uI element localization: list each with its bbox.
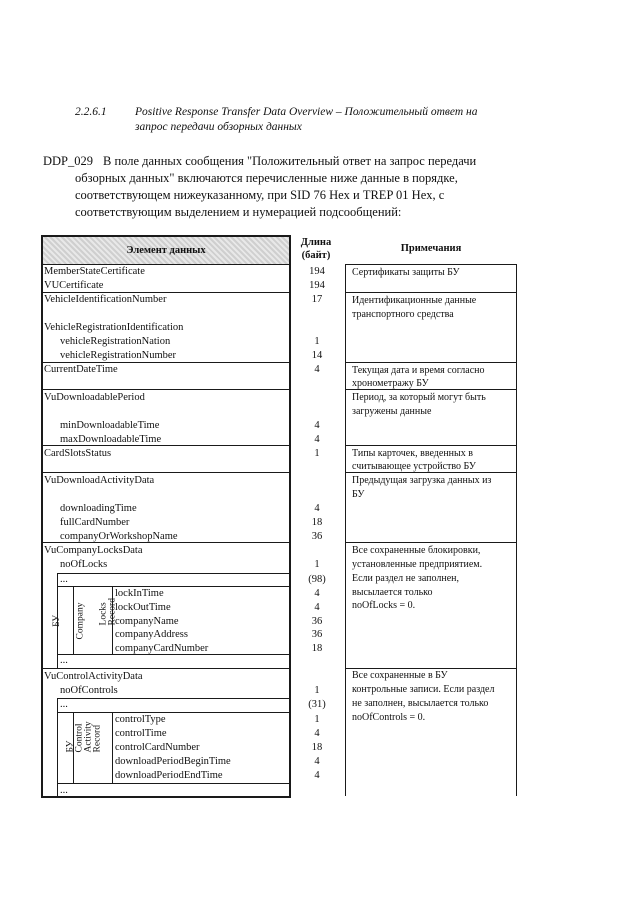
note-text: noOfLocks = 0. xyxy=(352,600,416,611)
row-label: downloadPeriodEndTime xyxy=(115,770,223,781)
note-text: транспортного средства xyxy=(352,309,454,320)
row-label: companyOrWorkshopName xyxy=(60,531,178,542)
row-label: VuDownloadablePeriod xyxy=(44,392,145,403)
row-length: 1 xyxy=(314,336,320,347)
note-text: хронометражу БУ xyxy=(352,378,429,389)
row-length: 1 xyxy=(314,448,320,459)
row-length: 4 xyxy=(314,602,320,613)
row-label: controlType xyxy=(115,714,166,725)
table-right-border xyxy=(289,235,291,798)
note-text: Сертификаты защиты БУ xyxy=(352,267,460,278)
row-label: lockInTime xyxy=(115,588,164,599)
note-text: Все сохраненные в БУ xyxy=(352,670,448,681)
note-text: БУ xyxy=(352,489,365,500)
requirement-id: DDP_029 xyxy=(43,154,94,168)
row-length: (31) xyxy=(308,699,326,710)
controls-group-divider xyxy=(112,712,113,783)
row-label: downloadingTime xyxy=(60,503,137,514)
locks-group-label xyxy=(51,587,118,654)
row-label: CurrentDateTime xyxy=(44,364,118,375)
note-text: Если раздел не заполнен, xyxy=(352,573,460,584)
row-label: fullCardNumber xyxy=(60,517,130,528)
row-length: 17 xyxy=(311,294,323,305)
controls-inner-top xyxy=(57,698,291,699)
row-label: VuDownloadActivityData xyxy=(44,475,155,486)
table-bottom-border xyxy=(41,796,291,798)
section-title-line2: запрос передачи обзорных данных xyxy=(135,121,302,133)
row-label: noOfLocks xyxy=(60,559,108,570)
controls-group-line3: Activity xyxy=(83,721,94,753)
row-label: ... xyxy=(60,699,68,710)
row-label: VuControlActivityData xyxy=(44,671,143,682)
note-text: Идентификационные данные xyxy=(352,295,477,306)
requirement-line4: соответствующим выделением и нумерацией подсообщений: xyxy=(75,205,402,219)
row-length: 4 xyxy=(314,728,320,739)
notes-left-border xyxy=(345,264,346,796)
note-text: noOfControls = 0. xyxy=(352,712,426,723)
row-label: ... xyxy=(60,655,68,666)
row-label: vehicleRegistrationNumber xyxy=(60,350,177,361)
row-label: companyName xyxy=(115,616,179,627)
locks-group-line4: Record xyxy=(107,597,118,625)
row-label: controlCardNumber xyxy=(115,742,200,753)
row-length: 14 xyxy=(311,350,323,361)
row-label: downloadPeriodBeginTime xyxy=(115,756,231,767)
row-label: companyAddress xyxy=(115,629,188,640)
row-length: 4 xyxy=(314,364,320,375)
note-text: Все сохраненные блокировки, xyxy=(352,545,481,556)
row-length: 194 xyxy=(309,266,325,277)
header-length-line2: (байт) xyxy=(301,250,331,261)
row-length: 1 xyxy=(314,685,320,696)
row-length: (98) xyxy=(308,574,326,585)
locks-group-line1: БУ xyxy=(51,614,62,627)
notes-divider xyxy=(345,542,517,543)
row-length: 36 xyxy=(311,616,323,627)
note-text: установленные предприятием. xyxy=(352,559,483,570)
row-length: 4 xyxy=(314,420,320,431)
row-label: VuCompanyLocksData xyxy=(44,545,143,556)
row-length: 194 xyxy=(309,280,325,291)
notes-divider xyxy=(345,362,517,363)
row-divider xyxy=(41,389,291,390)
notes-divider xyxy=(345,389,517,390)
row-label: lockOutTime xyxy=(115,602,171,613)
row-length: 36 xyxy=(311,629,323,640)
note-text: Предыдущая загрузка данных из xyxy=(352,475,492,486)
locks-group-line3: Locks xyxy=(98,601,109,625)
note-text: Период, за который могут быть xyxy=(352,392,486,403)
note-text: Текущая дата и время согласно xyxy=(352,365,485,376)
row-divider xyxy=(41,264,291,265)
notes-right-border xyxy=(516,264,517,796)
header-element: Элемент данных xyxy=(126,245,206,256)
requirement-line3: соответствующем нижеуказанному, при SID 76 Hex и TREP 01 Hex, с xyxy=(75,188,445,202)
controls-group-label xyxy=(58,713,112,783)
notes-divider xyxy=(345,292,517,293)
section-title-line1: Positive Response Transfer Data Overview – Положительный ответ на xyxy=(135,106,478,118)
note-text: не заполнен, высылается только xyxy=(352,698,489,709)
row-length: 36 xyxy=(311,531,323,542)
row-label: VUCertificate xyxy=(44,280,104,291)
controls-group-line4: Record xyxy=(92,725,103,753)
controls-inner-divider xyxy=(57,783,291,784)
locks-group-line2: Company xyxy=(75,602,86,639)
row-length: 4 xyxy=(314,434,320,445)
header-length-line1: Длина xyxy=(300,237,332,248)
row-label: companyCardNumber xyxy=(115,643,209,654)
note-text: контрольные записи. Если раздел xyxy=(352,684,495,695)
row-label: vehicleRegistrationNation xyxy=(60,336,171,347)
row-label: controlTime xyxy=(115,728,167,739)
header-notes: Примечания xyxy=(400,243,462,254)
row-length: 18 xyxy=(311,517,323,528)
row-length: 18 xyxy=(311,742,323,753)
controls-group-line1: БУ xyxy=(65,740,76,753)
row-length: 1 xyxy=(314,559,320,570)
notes-divider xyxy=(345,445,517,446)
row-label: VehicleIdentificationNumber xyxy=(44,294,167,305)
notes-divider xyxy=(345,264,517,265)
row-label: ... xyxy=(60,785,68,796)
table-top-border xyxy=(41,235,291,237)
note-text: Типы карточек, введенных в xyxy=(352,448,473,459)
row-divider xyxy=(41,292,291,293)
row-label: MemberStateCertificate xyxy=(44,266,145,277)
row-label: maxDownloadableTime xyxy=(60,434,162,445)
row-divider xyxy=(41,472,291,473)
row-length: 18 xyxy=(311,643,323,654)
note-text: считывающее устройство БУ xyxy=(352,461,476,472)
table-left-border xyxy=(41,235,43,798)
requirement-line2: обзорных данных" включаются перечисленные ниже данные в порядке, xyxy=(75,171,458,185)
notes-divider xyxy=(345,668,517,669)
row-label: ... xyxy=(60,574,68,585)
row-length: 4 xyxy=(314,503,320,514)
locks-inner-top xyxy=(57,573,291,574)
row-label: CardSlotsStatus xyxy=(44,448,112,459)
row-label: VehicleRegistrationIdentification xyxy=(44,322,184,333)
note-text: загружены данные xyxy=(352,406,432,417)
row-length: 4 xyxy=(314,588,320,599)
notes-divider xyxy=(345,472,517,473)
row-label: minDownloadableTime xyxy=(60,420,160,431)
section-number: 2.2.6.1 xyxy=(75,106,107,118)
row-divider xyxy=(41,362,291,363)
row-length: 1 xyxy=(314,714,320,725)
row-label: noOfControls xyxy=(60,685,118,696)
note-text: высылается только xyxy=(352,587,433,598)
row-divider xyxy=(41,668,291,669)
requirement-line1: В поле данных сообщения "Положительный ответ на запрос передачи xyxy=(103,154,477,168)
row-length: 4 xyxy=(314,756,320,767)
controls-group-line2: Control xyxy=(74,723,85,753)
row-length: 4 xyxy=(314,770,320,781)
